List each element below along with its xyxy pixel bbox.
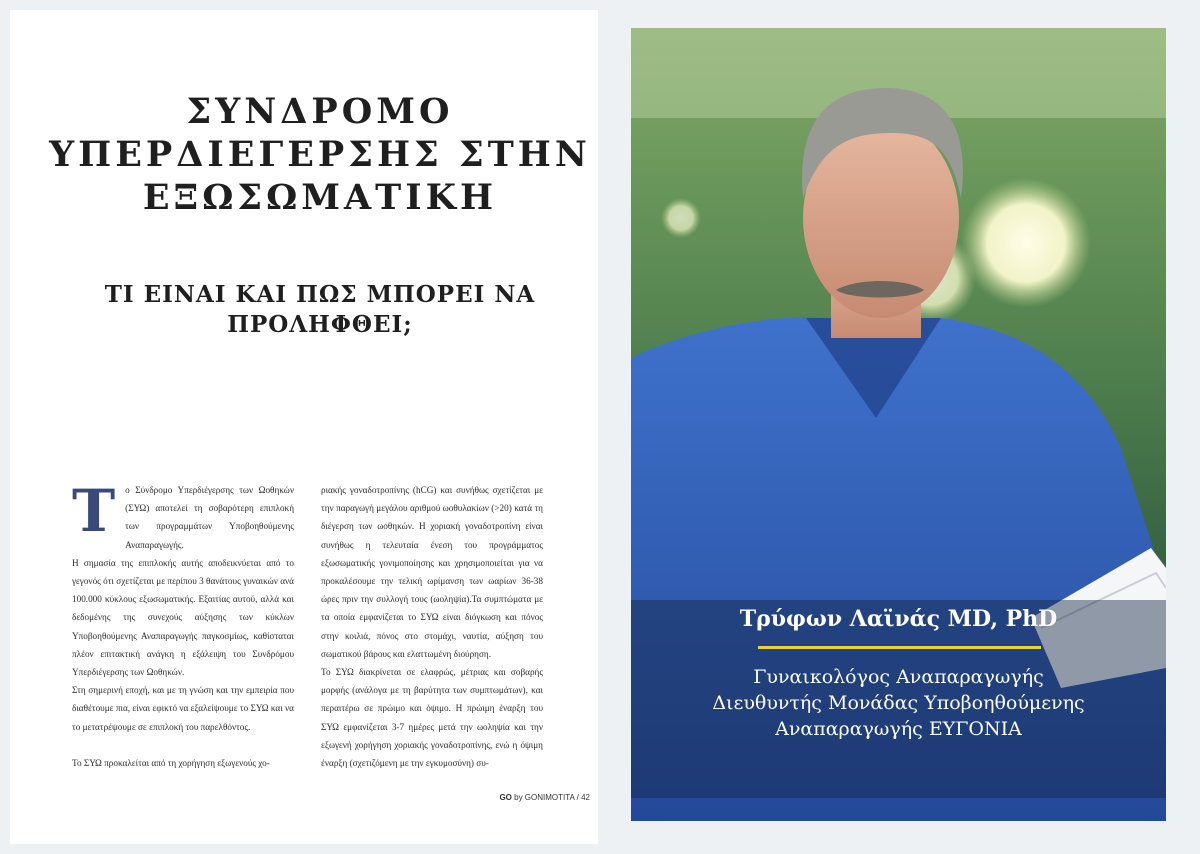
paragraph: Το ΣΥΩ προκαλείται από τη χορήγηση εξωγενούς χο- [72, 757, 270, 768]
paragraph: Το ΣΥΩ διακρίνεται σε ελαφρώς, μέτριας και σοβαρής μορφής (ανάλογα με τη βαρύτητα των συμπτωμάτων), και περαιτέρω σε πρώιμο και όψιμο. Η πρώιμη έναρξη του ΣΥΩ εμφανίζεται 3-7 ημέρες μετά την ωοληψία και την εξωγενή χορήγηση χοριακής γοναδοτροπίνης, ενώ η όψιμη έναρξη (σχετιζόμενη με την εγκυμοσύνη) συ- [321, 667, 543, 769]
text-column-1 [72, 477, 294, 772]
surgical-lamp [661, 198, 701, 238]
title-line: ΣΥΝΔΡΟΜΟ [186, 91, 454, 132]
paragraph: ριακής γοναδοτροπίνης (hCG) και συνήθως σχετίζεται με την παραγωγή μεγάλου αριθμού ωοθυλακίων (>20) κατά τη διέγερση των ωοθηκών. Η χοριακή γοναδοτροπίνη είναι συνήθως η τελευταία ένεση του προγράμματος εξωσωματικής γονιμοποίησης και χρησιμοποιείται για να προκαλέσουμε την τελική ωρίμανση των ωαρίων 36-38 ώρες πριν την συλλογή τους (ωοληψία).Τα συμπτώματα με τα οποία εμφανίζεται το ΣΥΩ είναι διόγκωση και πόνος στην κοιλιά, πόνος στο στομάχι, ναυτία, αύξηση του σωματικού βάρους και ελαττωμένη διούρηση. [321, 485, 543, 659]
footer-brand: GO [499, 793, 512, 802]
paragraph: Στη σημερινή εποχή, και με τη γνώση και την εμπειρία που διαθέτουμε πια, είναι εφικτό να εξαλείψουμε το ΣΥΩ και να το μετατρέψουμε σε επιπλοκή του παρελθόντος. [72, 685, 294, 732]
role-line: Γυναικολόγος Αναπαραγωγής [753, 666, 1044, 688]
doctor-photo [631, 28, 1166, 821]
text-column-2 [321, 481, 543, 772]
subtitle-line: ΠΡΟΛΗΦΘΕΙ; [227, 311, 413, 338]
role-line: Αναπαραγωγής ΕΥΓΟΝΙΑ [775, 718, 1022, 740]
name-divider [758, 646, 1041, 649]
subtitle-line: ΤΙ ΕΙΝΑΙ ΚΑΙ ΠΩΣ ΜΠΟΡΕΙ ΝΑ [104, 281, 536, 308]
role-line: Διευθυντής Μονάδας Υποβοηθούμενης [712, 692, 1085, 714]
paragraph: Η σημασία της επιπλοκής αυτής αποδεικνύεται από το γεγονός ότι σχετίζεται με περίπου 3 θανάτους γυναικών ανά 100.000 κύκλους εξωσωματικής. Εξαιτίας αυτού, αλλά και δεδομένης της συνεχούς αύξησης των κύκλων Υποβοηθούμενης Αναπαραγωγής παγκοσμίως, καθίσταται πλέον επιτακτική ανάγκη η εξάλειψη του Συνδρόμου Υπερδιέγερσης των Ωοθηκών. [72, 557, 294, 678]
surgical-lamp [961, 178, 1091, 308]
footer-page-number: by GONIMOTITA / 42 [514, 793, 590, 802]
drop-cap: Τ [72, 477, 116, 545]
title-line: ΕΞΩΣΩΜΑΤΙΚΗ [142, 177, 498, 218]
page-footer [430, 793, 590, 802]
article-subtitle [100, 280, 540, 340]
title-line: ΥΠΕΡΔΙΕΓΕΡΣΗΣ ΣΤΗΝ [49, 134, 591, 175]
left-page [10, 10, 598, 844]
doctor-roles [631, 664, 1166, 742]
paragraph: Τ ο Σύνδρομο Υπερδιέγερσης των Ωοθηκών (ΣΥΩ) αποτελεί τη σοβαρότερη επιπλοκή των προγραμμάτων Υποβοηθούμενης Αναπαραγωγής. [72, 477, 294, 550]
article-title [40, 90, 600, 219]
doctor-name: Τρύφων Λαϊνάς MD, PhD [739, 606, 1058, 632]
